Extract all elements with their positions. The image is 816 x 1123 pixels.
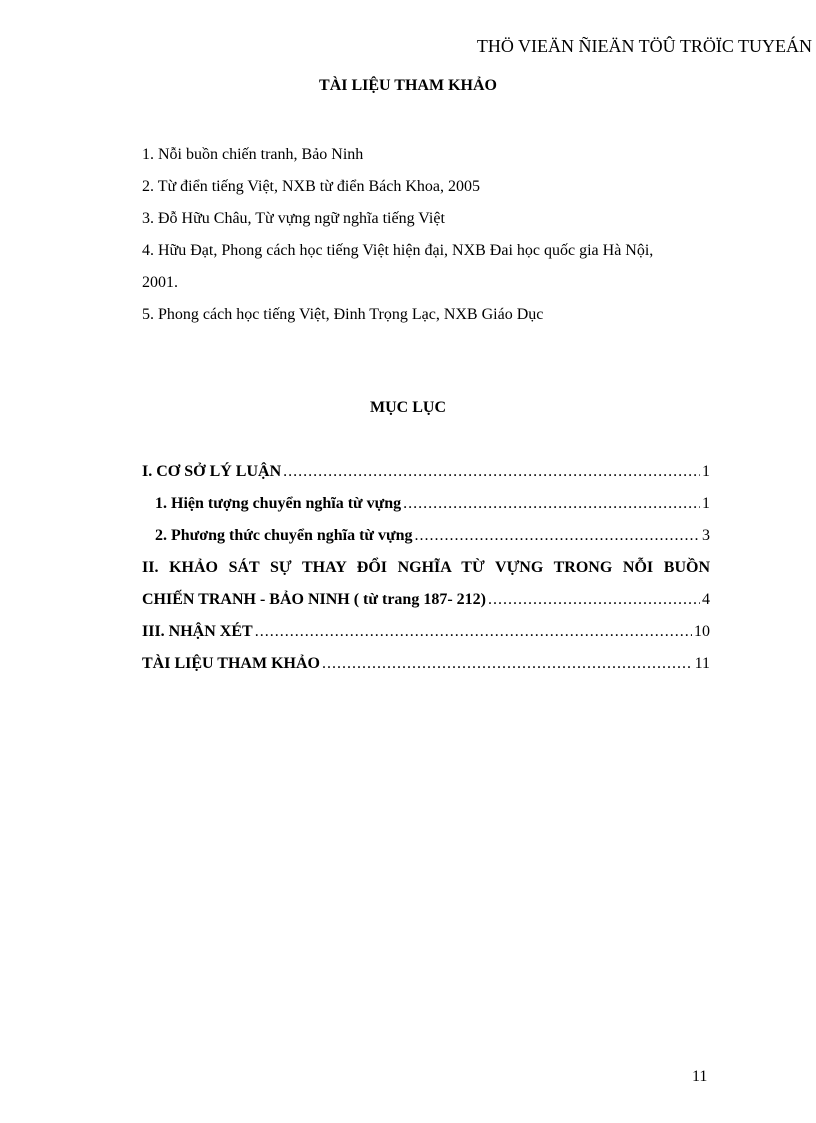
reference-item: 5. Phong cách học tiếng Việt, Đinh Trọng Lạc, NXB Giáo Dục [142, 306, 544, 323]
toc-entry-title: TÀI LIỆU THAM KHẢO [142, 655, 320, 672]
toc-dot-leader [403, 488, 700, 520]
toc-entry-page: 4 [702, 591, 710, 608]
table-of-contents [142, 456, 710, 680]
toc-entry-title: I. CƠ SỞ LÝ LUẬN [142, 463, 282, 480]
reference-item: 3. Đỗ Hữu Châu, Từ vựng ngữ nghĩa tiếng Việt [142, 210, 445, 227]
toc-title: MỤC LỤC [370, 399, 446, 416]
header-watermark: THÖ VIEÄN ÑIEÄN TÖÛ TRÖÏC TUYEÁN [476, 36, 812, 56]
toc-entry[interactable] [142, 456, 710, 488]
reference-item: 2. Từ điển tiếng Việt, NXB từ điển Bách Khoa, 2005 [142, 178, 480, 195]
toc-entry-page: 1 [702, 463, 710, 480]
reference-item: 4. Hữu Đạt, Phong cách học tiếng Việt hiện đại, NXB Đai học quốc gia Hà Nội, [142, 242, 654, 259]
toc-entry[interactable] [142, 520, 710, 552]
toc-dot-leader [283, 456, 700, 488]
toc-entry[interactable] [142, 616, 710, 648]
toc-entry-title-line1[interactable]: II. KHẢO SÁT SỰ THAY ĐỔI NGHĨA TỪ VỰNG TRONG NỖI BUỒN [142, 559, 710, 576]
toc-entry-page: 1 [702, 495, 710, 512]
toc-dot-leader [415, 520, 700, 552]
toc-entry[interactable] [142, 648, 710, 680]
toc-entry-page: 11 [694, 655, 710, 672]
toc-dot-leader [255, 616, 692, 648]
page-number: 11 [692, 1068, 708, 1085]
toc-entry-page: 3 [702, 527, 710, 544]
toc-dot-leader [322, 648, 693, 680]
reference-item: 2001. [142, 274, 178, 291]
toc-dot-leader [488, 584, 700, 616]
toc-entry-title-line2: CHIẾN TRANH - BẢO NINH ( từ trang 187- 212) [142, 591, 486, 608]
toc-entry-title: III. NHẬN XÉT [142, 623, 253, 640]
toc-entry[interactable] [142, 584, 710, 616]
toc-entry[interactable] [142, 488, 710, 520]
references-list [142, 139, 712, 331]
toc-entry-page: 10 [694, 623, 710, 640]
references-title: TÀI LIỆU THAM KHẢO [319, 77, 497, 94]
toc-entry-title: 1. Hiện tượng chuyển nghĩa từ vựng [155, 495, 402, 512]
reference-item: 1. Nỗi buồn chiến tranh, Bảo Ninh [142, 146, 364, 163]
toc-entry-title: 2. Phương thức chuyển nghĩa từ vựng [155, 527, 413, 544]
